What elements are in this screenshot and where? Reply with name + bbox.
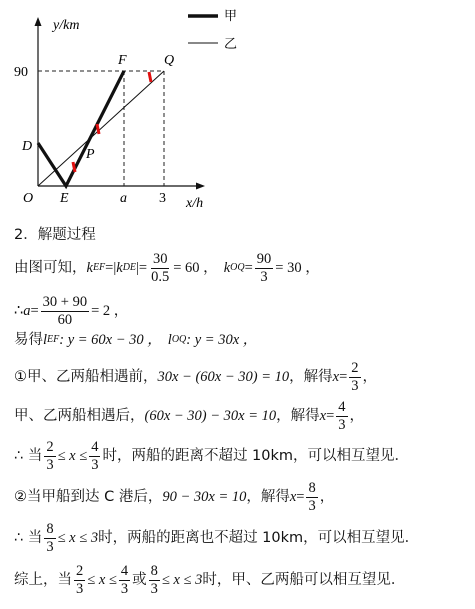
arrive-line — [14, 480, 334, 514]
tick-90: 90 — [14, 65, 28, 80]
denominator: 3 — [46, 538, 54, 555]
inequality: ≤ x ≤ 3 — [57, 529, 99, 546]
therefore-when: ∴ 当 — [14, 447, 43, 464]
numerator: 8 — [308, 480, 316, 496]
eq-abs-open: =| — [105, 259, 117, 276]
l-ef: l — [43, 332, 48, 348]
tick-3: 3 — [159, 191, 166, 206]
numerator: 30 + 90 — [42, 294, 88, 310]
fraction-8-3 — [44, 521, 55, 555]
fraction-2-3 — [74, 563, 85, 597]
fraction-8-3 — [306, 480, 317, 514]
eq-2: = 2 ， — [91, 302, 129, 319]
y-axis-label: y/km — [53, 18, 80, 33]
fraction-30-over-0.5 — [149, 251, 171, 285]
fraction-90-over-3 — [255, 251, 274, 285]
x-axis-label: x/h — [186, 196, 204, 211]
denominator: 0.5 — [151, 268, 170, 285]
fraction-8-3 — [149, 563, 160, 597]
denominator: 3 — [150, 580, 158, 597]
conclusion-text: 时，两船的距离也不超过 10km，可以相互望见． — [98, 529, 420, 546]
k-oq-sub: OQ — [230, 262, 245, 274]
therefore-sign: ∴ — [14, 302, 24, 319]
summary-when: 综上，当 — [14, 571, 72, 588]
denominator: 3 — [91, 456, 99, 473]
y-axis-arrow — [35, 17, 42, 26]
solve-text: ，解得 — [246, 488, 290, 505]
solution-heading: 2．解题过程 — [14, 227, 96, 243]
inequality: ≤ x ≤ — [57, 447, 88, 464]
after-meet-text: 甲、乙两船相遇后， — [14, 407, 145, 424]
summary-text: 时，甲、乙两船可以相互望见． — [202, 571, 406, 588]
l-oq: l — [167, 332, 172, 348]
after-meet-line — [14, 399, 364, 433]
eq-sign: = — [339, 368, 348, 385]
point-P: P — [86, 147, 95, 162]
origin-label: O — [23, 191, 34, 206]
k-ef-sub: EF — [92, 262, 106, 274]
comma: ， — [349, 407, 365, 424]
k-oq: k — [223, 259, 231, 276]
eq-sign: = — [244, 259, 253, 276]
denominator: 3 — [120, 580, 129, 597]
line-jia-DEF — [38, 71, 124, 186]
line-yi-OQ — [38, 71, 164, 186]
point-Q: Q — [164, 53, 175, 68]
conclusion-text: 时，两船的距离不超过 10km，可以相互望见． — [102, 447, 410, 464]
legend-yi-label: 乙 — [224, 37, 238, 52]
var-x: x — [289, 488, 297, 505]
point-E: E — [60, 191, 69, 206]
eq-sign: = — [326, 407, 335, 424]
fraction-4-3 — [119, 563, 130, 597]
eq-sign: = — [30, 302, 39, 319]
arrive-eq: 90 − 30x = 10 — [162, 488, 247, 505]
fraction-4-3 — [336, 399, 347, 433]
denominator: 60 — [57, 311, 73, 328]
red-mark-2 — [97, 124, 99, 134]
numerator: 8 — [150, 563, 158, 579]
fraction-2-3 — [44, 439, 55, 473]
denominator: 3 — [46, 456, 54, 473]
before-meet-eq: 30x − (60x − 30) = 10 — [157, 368, 290, 385]
numerator: 90 — [256, 251, 272, 267]
l-ef-sub: EF — [47, 334, 60, 346]
summary-line — [14, 563, 405, 597]
fraction-4-3 — [89, 439, 100, 473]
red-mark-1 — [73, 162, 75, 172]
a-value-line — [14, 294, 128, 328]
inequality: ≤ x ≤ 3 — [161, 571, 203, 588]
var-x: x — [332, 368, 340, 385]
eq-30: = 30 ， — [275, 259, 320, 276]
denominator: 3 — [351, 377, 359, 394]
denominator: 3 — [338, 416, 346, 433]
var-a: a — [23, 302, 31, 319]
or-text: 或 — [132, 571, 147, 588]
denominator: 3 — [308, 497, 316, 514]
solve-text: ，解得 — [276, 407, 320, 424]
inequality: ≤ x ≤ — [87, 571, 117, 588]
k-ef: k — [86, 259, 93, 276]
red-mark-3 — [149, 72, 151, 82]
fraction-a — [41, 294, 89, 328]
fraction-2-3 — [349, 360, 360, 394]
eq-abs-close: |= — [136, 259, 148, 276]
interval2-line — [14, 521, 419, 555]
slope-line — [14, 251, 320, 285]
before-meet-line — [14, 360, 377, 394]
after-meet-eq: (60x − 30) − 30x = 10 — [144, 407, 277, 424]
slope-intro: 由图可知， — [14, 259, 87, 276]
comma: ， — [362, 368, 378, 385]
legend-jia-label: 甲 — [224, 9, 238, 24]
denominator: 3 — [76, 580, 84, 597]
easy-get: 易得 — [14, 332, 43, 348]
l-oq-eq: : y = 30x ， — [186, 332, 258, 348]
numerator: 8 — [46, 521, 54, 537]
numerator: 30 — [152, 251, 168, 267]
k-de-sub: DE — [122, 262, 137, 274]
solve-text: ，解得 — [289, 368, 333, 385]
numerator: 4 — [338, 399, 346, 415]
l-oq-sub: OQ — [171, 334, 187, 346]
numerator: 2 — [351, 360, 359, 376]
before-meet-text: ①甲、乙两船相遇前， — [14, 368, 158, 385]
l-ef-eq: : y = 60x − 30 ， — [59, 332, 162, 348]
numerator: 2 — [46, 439, 54, 455]
arrive-text: ②当甲船到达 C 港后， — [14, 488, 163, 505]
k-de: k — [116, 259, 123, 276]
tick-a: a — [120, 191, 127, 206]
therefore-when: ∴ 当 — [14, 529, 43, 546]
numerator: 4 — [91, 439, 99, 455]
interval1-line — [14, 439, 409, 473]
eq-60: = 60 ， — [173, 259, 218, 276]
line-equations — [14, 333, 257, 348]
numerator: 4 — [120, 563, 129, 579]
denominator: 3 — [260, 268, 268, 285]
point-D: D — [22, 139, 33, 154]
numerator: 2 — [76, 563, 84, 579]
comma: ， — [319, 488, 335, 505]
eq-sign: = — [296, 488, 305, 505]
x-axis-arrow — [196, 183, 205, 190]
distance-time-graph — [0, 0, 475, 222]
var-x: x — [319, 407, 327, 424]
point-F: F — [118, 53, 127, 68]
